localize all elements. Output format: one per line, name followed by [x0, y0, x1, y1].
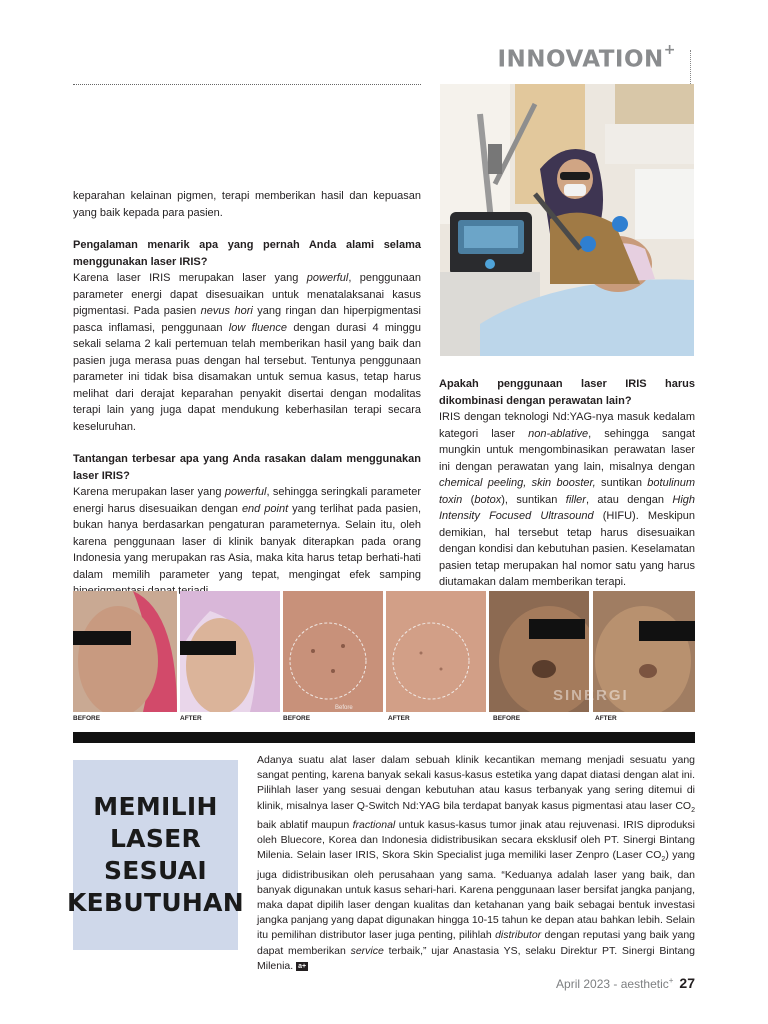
ba-label-1: BEFORE	[73, 715, 101, 722]
section-plus-mark: +	[663, 42, 676, 58]
answer-1: Karena laser IRIS merupakan laser yang powerful, penggunaan parameter energi dapat disesuaikan untuk menatalaksanai kasus pigmentasi. Pada pasien nevus hori yang ringan dan hiperpigmentasi pasca inflamasi, penggunaan low fluence dengan durasi 4 minggu sekali selama 2 kali pertemuan telah memberikan hasil yang baik dan pasien juga merasa puas dengan hal tersebut. Tentunya penggunaan parameter ini tidak bisa disamakan untuk semua kasus, tetap harus melihat dari derajat keparahan penyakit disertai dengan modalitas terapi lain yang juga dapat mendukung keberhasilan terapi secara keseluruhan.	[73, 272, 421, 433]
question-1: Pengalaman menarik apa yang pernah Anda alami selama menggunakan laser IRIS?	[73, 239, 421, 268]
end-mark-icon: a+	[298, 962, 307, 970]
after-photo-1-image	[180, 591, 280, 712]
ba-label-3: BEFORE	[283, 715, 311, 722]
page-number: 27	[679, 975, 695, 991]
after-photo-2	[386, 591, 486, 712]
left-column	[73, 188, 421, 600]
section-bar	[73, 732, 695, 743]
ba-label-5: BEFORE	[493, 715, 521, 722]
section-name: INNOVATION	[497, 46, 664, 73]
before-photo-2-image	[283, 591, 383, 712]
issue-label: April 2023 - aesthetic	[556, 977, 669, 991]
sinergi-watermark: SINERGI	[553, 687, 629, 704]
section-header	[497, 42, 676, 73]
before-photo-1	[73, 591, 177, 712]
sidebar-title-line: LASER	[109, 824, 202, 853]
inset-before-label: Before	[335, 705, 353, 711]
before-after-labels	[73, 715, 695, 727]
laser-treatment-photo	[440, 84, 694, 356]
after-photo-2-image	[386, 591, 486, 712]
sidebar-title-line: MEMILIH	[93, 792, 218, 821]
question-2: Tantangan terbesar apa yang Anda rasakan dalam menggunakan laser IRIS?	[73, 453, 421, 482]
laser-treatment-illustration	[440, 84, 694, 356]
header-divider	[690, 50, 691, 84]
before-photo-1-image	[73, 591, 177, 712]
sidebar-title-box	[66, 760, 245, 950]
answer-3: IRIS dengan teknologi Nd:YAG-nya masuk kedalam kategori laser non-ablative, sehingga sangat mungkin untuk mengombinasikan perawatan laser ini dengan perawatan yang lain, misalnya dengan chemical peeling, skin booster, suntikan botulinum toxin (botox), suntikan filler, atau dengan High Intensity Focused Ultrasound (HIFU). Meskipun demikian, hal tersebut tetap harus disesuaikan dengan kondisi dan kebutuhan pasien. Keselamatan pasien tetap merupakan hal nomor satu yang harus diutamakan dalam memberikan terapi.	[439, 411, 695, 588]
after-photo-1	[180, 591, 280, 712]
page-footer	[556, 975, 695, 991]
sidebar-title	[67, 791, 244, 919]
intro-paragraph: keparahan kelainan pigmen, terapi memberikan hasil dan kepuasan yang baik kepada para pasien.	[73, 190, 421, 219]
right-column	[439, 376, 695, 591]
ba-label-6: AFTER	[595, 715, 617, 722]
dotted-rule	[73, 84, 421, 85]
ba-label-4: AFTER	[388, 715, 410, 722]
question-3: Apakah penggunaan laser IRIS harus dikombinasi dengan perawatan lain?	[439, 378, 695, 407]
before-after-strip	[73, 591, 695, 712]
ba-label-2: AFTER	[180, 715, 202, 722]
issue-plus-mark: +	[668, 976, 674, 985]
bottom-article-body: Adanya suatu alat laser dalam sebuah klinik kecantikan memang menjadi sesuatu yang sangat penting, karena banyak sekali kasus-kasus estetika yang dapat diatasi dengan alat ini. Pilihlah laser yang sesuai dengan kebutuhan atau kasus terbanyak yang sering ditemui di klinik, misalnya laser Q-Switch Nd:YAG bila terdapat banyak kasus pigmentasi atau laser $CO_2$ baik ablatif maupun fractional untuk kasus-kasus tumor jinak atau rejuvenasi. IRIS diproduksi oleh Bluecore, Korea dan Indonesia didistribusikan secara eksklusif oleh PT. Sinergi Bintang Milenia. Selain laser IRIS, Skora Skin Specialist juga memiliki laser Zenpro (Laser $CO_2$) yang juga didistribusikan oleh perusahaan yang sama. “Keduanya adalah laser yang baik, dan banyak digunakan untuk kasus sehari-hari. Karena penggunaan laser bersifat jangka panjang, maka dapat dipilih laser dengan kualitas dan ketahanan yang baik sebagai bentuk investasi jangka panjang yang dapat digunakan hingga 10-15 tahun ke depan atau bahkan lebih. Selain itu pemilihan distributor laser juga penting, pilihlah distributor dengan reputasi yang baik yang dapat memberikan service terbaik,” ujar Anastasia YS, selaku Direktur PT. Sinergi Bintang Milenia.	[257, 754, 695, 972]
sidebar-title-line: SESUAI	[103, 856, 208, 885]
answer-2: Karena merupakan laser yang powerful, sehingga seringkali parameter energi harus disesuaikan dengan end point yang terlihat pada pasien, bukan hanya berdasarkan pengaturan parameternya. Selain itu, oleh karena penggunaan laser di klinik banyak diterapkan pada orang Indonesia yang merupakan ras Asia, maka kita harus tetap berhati-hati dalam memilih parameter yang tepat, mengingat efek samping	[73, 486, 421, 581]
bottom-article	[257, 753, 695, 974]
before-photo-2	[283, 591, 383, 712]
sidebar-title-line: KEBUTUHAN	[66, 888, 245, 917]
